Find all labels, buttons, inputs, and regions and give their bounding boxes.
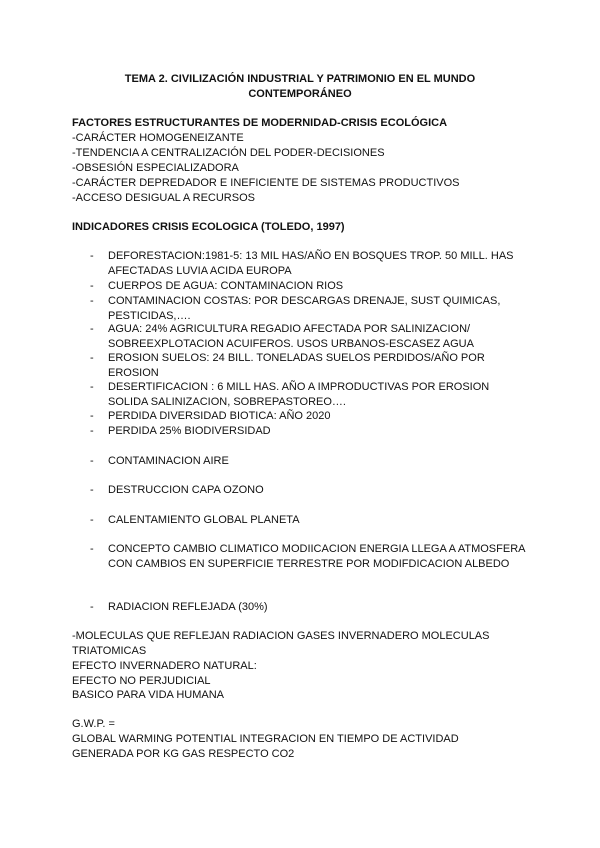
page-title: TEMA 2. CIVILIZACIÓN INDUSTRIAL Y PATRIMONIO EN EL MUNDO CONTEMPORÁNEO bbox=[124, 73, 476, 100]
list-item-text: PERDIDA 25% BIODIVERSIDAD bbox=[108, 425, 271, 437]
text-line: -TENDENCIA A CENTRALIZACIÓN DEL PODER-DECISIONES bbox=[72, 147, 385, 159]
list-item-text: CONTAMINACION AIRE bbox=[108, 455, 229, 467]
section-heading-indicadores: INDICADORES CRISIS ECOLOGICA (TOLEDO, 1997) bbox=[72, 221, 345, 233]
text-line: -MOLECULAS QUE REFLEJAN RADIACION GASES INVERNADERO MOLECULAS bbox=[72, 630, 490, 642]
bullet-marker: - bbox=[90, 280, 94, 292]
bullet-marker: - bbox=[90, 410, 94, 422]
bullet-marker: - bbox=[90, 352, 94, 364]
text-line: EFECTO NO PERJUDICIAL bbox=[72, 675, 211, 687]
text-line: -CARÁCTER DEPREDADOR E INEFICIENTE DE SISTEMAS PRODUCTIVOS bbox=[72, 177, 460, 189]
text-line: -ACCESO DESIGUAL A RECURSOS bbox=[72, 192, 255, 204]
bullet-marker: - bbox=[90, 323, 94, 335]
text-line: -OBSESIÓN ESPECIALIZADORA bbox=[72, 162, 239, 174]
list-item-text: CUERPOS DE AGUA: CONTAMINACION RIOS bbox=[108, 280, 344, 292]
bullet-marker: - bbox=[90, 295, 94, 307]
text-line: -CARÁCTER HOMOGENEIZANTE bbox=[72, 132, 244, 144]
bullet-marker: - bbox=[90, 425, 94, 437]
list-item-text: CONCEPTO CAMBIO CLIMATICO MODIICACION ENERGIA LLEGA A ATMOSFERA CON CAMBIOS EN SUPERFICIE TERRESTRE POR MODIFDICACION ALBEDO bbox=[108, 543, 525, 570]
bullet-marker: - bbox=[90, 250, 94, 262]
bullet-marker: - bbox=[90, 381, 94, 393]
list-item-text: RADIACION REFLEJADA (30%) bbox=[108, 601, 268, 613]
bullet-marker: - bbox=[90, 601, 94, 613]
bullet-marker: - bbox=[90, 543, 94, 555]
text-line: GENERADA POR KG GAS RESPECTO CO2 bbox=[72, 748, 295, 760]
text-line: G.W.P. = bbox=[72, 718, 115, 730]
list-item-text: EROSION SUELOS: 24 BILL. TONELADAS SUELOS PERDIDOS/AÑO POR EROSION bbox=[108, 352, 485, 379]
text-line: TRIATOMICAS bbox=[72, 645, 147, 657]
text-line: BASICO PARA VIDA HUMANA bbox=[72, 689, 225, 701]
bullet-marker: - bbox=[90, 514, 94, 526]
text-line: EFECTO INVERNADERO NATURAL: bbox=[72, 660, 257, 672]
list-item-text: CALENTAMIENTO GLOBAL PLANETA bbox=[108, 514, 300, 526]
bullet-marker: - bbox=[90, 455, 94, 467]
list-item-text: AGUA: 24% AGRICULTURA REGADIO AFECTADA POR SALINIZACION/ SOBREEXPLOTACION ACUIFEROS. USOS URBANOS-ESCASEZ AGUA bbox=[108, 323, 474, 350]
list-item-text: CONTAMINACION COSTAS: POR DESCARGAS DRENAJE, SUST QUIMICAS, PESTICIDAS,…. bbox=[108, 295, 501, 322]
list-item-text: DEFORESTACION:1981-5: 13 MIL HAS/AÑO EN BOSQUES TROP. 50 MILL. HAS AFECTADAS LUVIA ACIDA EUROPA bbox=[108, 250, 514, 277]
list-item-text: PERDIDA DIVERSIDAD BIOTICA: AÑO 2020 bbox=[108, 410, 331, 422]
list-item-text: DESTRUCCION CAPA OZONO bbox=[108, 484, 264, 496]
text-line: GLOBAL WARMING POTENTIAL INTEGRACION EN TIEMPO DE ACTIVIDAD bbox=[72, 733, 459, 745]
bullet-marker: - bbox=[90, 484, 94, 496]
list-item-text: DESERTIFICACION : 6 MILL HAS. AÑO A IMPRODUCTIVAS POR EROSION SOLIDA SALINIZACION, SOBREPASTOREO…. bbox=[108, 381, 490, 408]
section-heading-factores: FACTORES ESTRUCTURANTES DE MODERNIDAD-CRISIS ECOLÓGICA bbox=[72, 117, 448, 129]
